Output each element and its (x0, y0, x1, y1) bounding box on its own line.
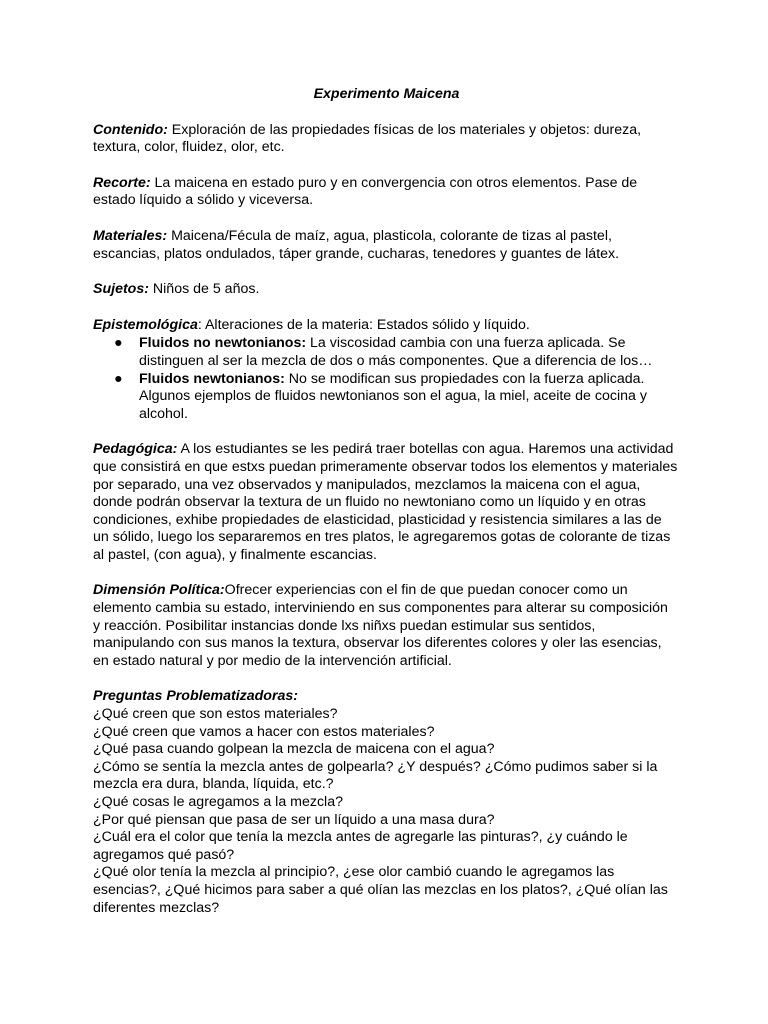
question-item: ¿Por qué piensan que pasa de ser un líquido a una masa dura? (93, 811, 495, 828)
question-item: ¿Qué cosas le agregamos a la mezcla? (93, 794, 343, 810)
recorte-label: Recorte: (93, 174, 151, 191)
section-preguntas (93, 688, 678, 917)
epistemologica-text: : Alteraciones de la materia: Estados sólido y líquido. (197, 316, 530, 333)
dimension-politica-label: Dimensión Política: (93, 582, 225, 599)
bullet-icon: ● (114, 370, 123, 387)
section-contenido (93, 122, 678, 157)
list-item (114, 370, 678, 424)
sujetos-label: Sujetos: (93, 281, 149, 298)
bullet-icon: ● (114, 335, 123, 352)
bullet-text: No se modifican sus propiedades con la fuerza aplicada. Algunos ejemplos de fluidos newtonianos son el agua, la miel, aceite de cocina y alcohol. (139, 370, 647, 422)
dimension-politica-text: Ofrecer experiencias con el fin de que puedan conocer como un elemento cambia su estado, interviniendo en sus componentes para alterar su composición y reacción. Posibilitar instancias donde lxs niñxs puedan estimular sus sentidos, manipulando con sus manos la textura, observar los diferentes colores y oler las esencias, en estado natural y por medio de la intervención artificial. (93, 582, 668, 669)
section-recorte (93, 175, 678, 210)
bullet-text: La viscosidad cambia con una fuerza aplicada. Se (306, 335, 626, 352)
document-title: Experimento Maicena (313, 86, 460, 102)
section-dimension-politica (93, 582, 678, 670)
question-item: ¿Qué creen que vamos a hacer con estos materiales? (93, 723, 435, 740)
preguntas-label: Preguntas Problematizadoras: (93, 688, 298, 705)
section-materiales (93, 228, 678, 263)
question-item: ¿Cómo se sentía la mezcla antes de golpearla? ¿Y después? ¿Cómo pudimos saber si la mezcla era dura, blanda, líquida, etc.? (93, 758, 658, 793)
materiales-label: Materiales: (93, 227, 168, 244)
sujetos-text: Niños de 5 años. (148, 281, 260, 298)
list-item (114, 335, 678, 370)
contenido-text: Exploración de las propiedades físicas de los materiales y objetos: dureza, textura, color, fluidez, olor, etc. (93, 121, 642, 156)
section-sujetos (93, 281, 678, 299)
question-item: ¿Qué pasa cuando golpean la mezcla de maicena con el agua? (93, 741, 495, 758)
bullet-term: Fluidos newtonianos: (139, 370, 285, 387)
section-epistemologica (93, 317, 678, 335)
recorte-text: La maicena en estado puro y en convergencia con otros elementos. Pase de estado líquido a sólido y viceversa. (93, 174, 638, 209)
materiales-text: Maicena/Fécula de maíz, agua, plasticola, colorante de tizas al pastel, escancias, platos ondulados, táper grande, cucharas, tenedores y guantes de látex. (93, 227, 620, 262)
question-item: ¿Cuál era el color que tenía la mezcla antes de agregarle las pinturas?, ¿y cuándo le agregamos qué pasó? (93, 829, 628, 863)
question-item: ¿Qué olor tenía la mezcla al principio?, ¿ese olor cambió cuando le agregamos las esencias?, ¿Qué hicimos para saber a qué olían las mezclas en los platos?, ¿Qué olían las diferentes mezclas? (93, 864, 668, 916)
bullet-text-truncated: distinguen al ser la mezcla de dos o más componentes. Que a diferencia de los… (139, 352, 653, 369)
epistemologica-bullet-list (93, 335, 678, 423)
contenido-label: Contenido: (93, 121, 168, 138)
section-pedagogica (93, 441, 678, 564)
bullet-term: Fluidos no newtonianos: (139, 335, 307, 352)
pedagogica-label: Pedagógica: (93, 441, 178, 458)
epistemologica-label: Epistemológica (93, 316, 198, 333)
pedagogica-text: A los estudiantes se les pedirá traer botellas con agua. Haremos una actividad que consistirá en que estxs puedan primeramente observar todos los elementos y materiales por separado, una vez observados y manipulados, mezclamos la maicena con el agua, donde podrán observar la textura de un fluido no newtoniano como un líquido y en otras condiciones, exhibe propiedades de elasticidad, plasticidad y resistencia similares a las de un sólido, luego los separaremos en tres platos, le agregaremos gotas de colorante de tizas al pastel, (con agua), y finalmente escancias. (93, 441, 678, 563)
question-item: ¿Qué creen que son estos materiales? (93, 706, 338, 723)
